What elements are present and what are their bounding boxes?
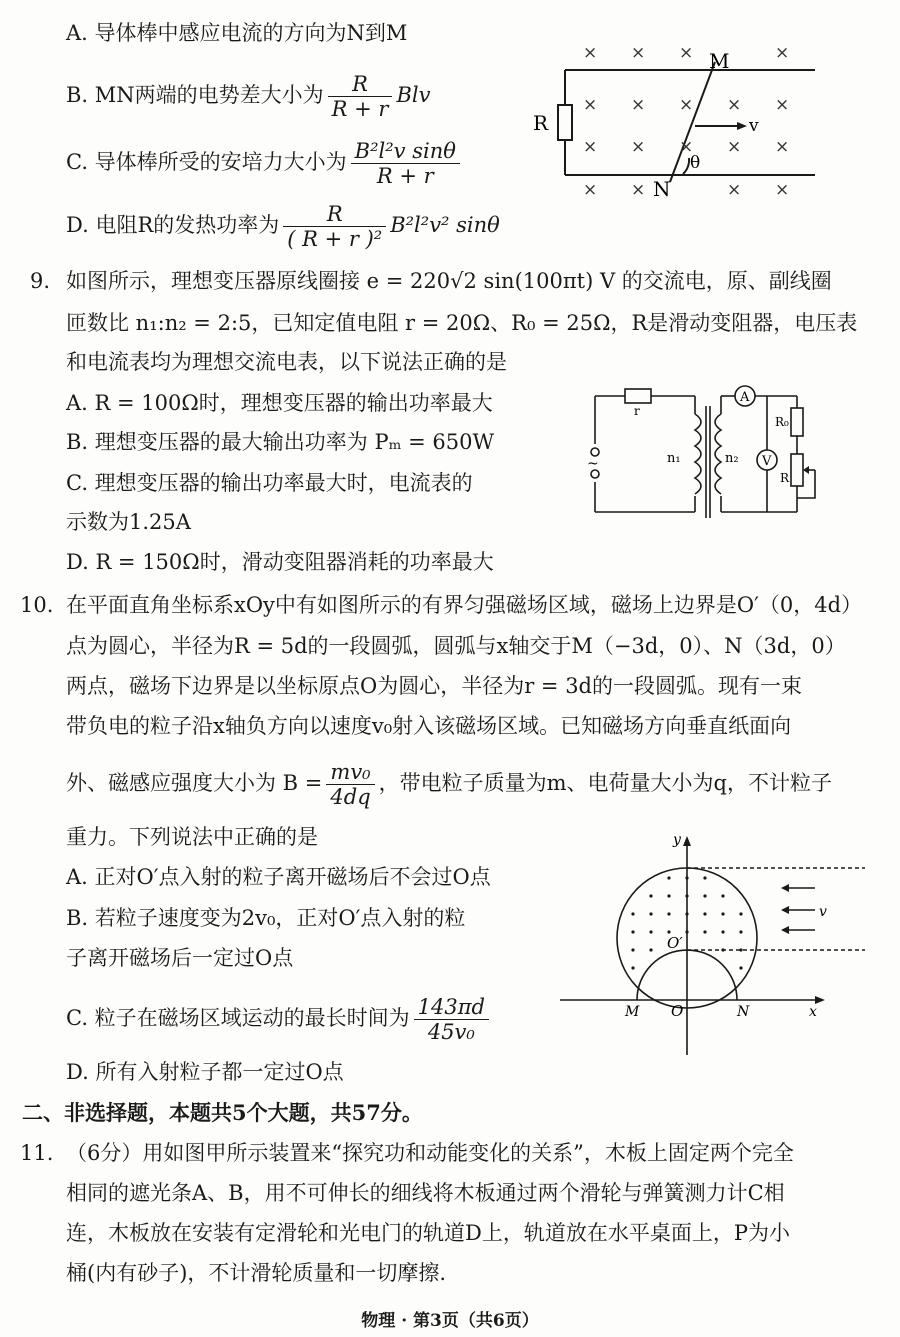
label-n1: n₁ [667, 451, 681, 466]
q8-option-d [66, 202, 500, 251]
label-theta: θ [690, 153, 701, 173]
q10-option-c-fraction [414, 995, 489, 1044]
field-dot [739, 930, 742, 933]
fraction-denominator: R + r [376, 164, 434, 188]
field-dot [685, 912, 688, 915]
field-cross-mark: × [727, 137, 742, 157]
resistor-r-box [625, 389, 651, 403]
q9-stem-line-3: 和电流表均为理想交流电表，以下说法正确的是 [66, 350, 507, 374]
field-cross-mark: × [583, 95, 598, 115]
q11-stem-line-3: 连，木板放在安装有定滑轮和光电门的轨道D上，轨道放在水平桌面上，P为小 [66, 1221, 790, 1245]
q9-option-c-line-1: C. 理想变压器的输出功率最大时，电流表的 [66, 471, 473, 495]
field-dot [649, 948, 652, 951]
label-r-small: r [634, 404, 640, 418]
field-dot [667, 912, 670, 915]
field-dot [631, 930, 634, 933]
q10-b-formula-label: 外、磁感应强度大小为 B = [66, 771, 323, 795]
field-dot [703, 912, 706, 915]
resistor-r0-box [791, 408, 803, 436]
label-x: x [809, 1004, 817, 1020]
q9-option-b: B. 理想变压器的最大输出功率为 Pₘ = 650W [66, 430, 495, 454]
q11-stem-line-1: （6分）用如图甲所示装置来“探究功和动能变化的关系”，木板上固定两个完全 [66, 1141, 794, 1165]
q9-option-c-line-2: 示数为1.25A [66, 510, 191, 534]
q8-option-a: A. 导体棒中感应电流的方向为N到M [66, 21, 408, 45]
q9-option-a: A. R = 100Ω时，理想变压器的输出功率最大 [66, 391, 493, 415]
page-footer: 物理 · 第3页（共6页） [361, 1311, 539, 1331]
field-dot [721, 894, 724, 897]
field-cross-mark: × [631, 43, 646, 63]
field-dot [721, 912, 724, 915]
field-dot [739, 966, 742, 969]
fraction-numerator: B²l²v sinθ [351, 139, 460, 164]
fraction-numerator: R [328, 72, 393, 97]
q10-option-d: D. 所有入射粒子都一定过O点 [66, 1060, 344, 1084]
label-r: R [533, 111, 549, 135]
q9-stem-line-1: 如图所示，理想变压器原线圈接 e = 220√2 sin(100πt) V 的交流电，原、副线圈 [66, 269, 832, 293]
field-cross-mark: × [775, 137, 790, 157]
label-n2: n₂ [725, 451, 739, 466]
field-cross-mark: × [775, 95, 790, 115]
q8-option-d-fraction [283, 202, 386, 251]
label-m: M [709, 49, 730, 73]
label-o-prime: O′ [667, 934, 683, 952]
q8-rail-figure [525, 40, 825, 205]
label-ammeter: A [740, 390, 750, 405]
q8-option-b [66, 72, 430, 121]
label-v: v [819, 904, 827, 920]
field-dot [649, 930, 652, 933]
field-cross-mark: × [583, 43, 598, 63]
q11-stem-line-4: 桶(内有砂子)，不计滑轮质量和一切摩擦. [66, 1261, 447, 1285]
label-origin: O [671, 1002, 684, 1020]
label-n: N [653, 177, 671, 201]
label-voltmeter: V [762, 454, 772, 469]
q10-option-c-text: C. 粒子在磁场区域运动的最长时间为 [66, 1006, 410, 1030]
field-cross-mark: × [727, 180, 742, 200]
q10-stem-line-5-suffix: ，带电粒子质量为m、电荷量大小为q，不计粒子 [378, 771, 832, 795]
field-cross-mark: × [727, 95, 742, 115]
field-dot [721, 948, 724, 951]
q11-stem-line-2: 相同的遮光条A、B，用不可伸长的细线将木板通过两个滑轮与弹簧测力计C相 [66, 1181, 785, 1205]
field-dot [631, 948, 634, 951]
q9-number: 9. [30, 269, 51, 293]
q10-stem-line-3: 两点，磁场下边界是以坐标原点O为圆心，半径为r = 3d的一段圆弧。现有一束 [66, 674, 803, 698]
fraction-denominator: 4dq [330, 785, 371, 809]
field-dot [667, 894, 670, 897]
label-n: N [737, 1004, 750, 1020]
label-rheostat: R [780, 471, 790, 485]
secondary-coil [715, 414, 721, 494]
field-dot [703, 876, 706, 879]
q9-option-d: D. R = 150Ω时，滑动变阻器消耗的功率最大 [66, 550, 494, 574]
field-cross-mark: × [583, 137, 598, 157]
field-dot [703, 894, 706, 897]
field-dot [649, 912, 652, 915]
field-dot [739, 912, 742, 915]
q10-b-fraction [326, 760, 374, 809]
field-cross-mark: × [679, 43, 694, 63]
fraction-numerator: 143πd [414, 995, 489, 1020]
field-dot [721, 930, 724, 933]
field-cross-mark: × [775, 43, 790, 63]
ac-symbol: ~ [587, 456, 599, 472]
q10-stem-line-1: 在平面直角坐标系xOy中有如图所示的有界匀强磁场区域，磁场上边界是O′（0，4d） [66, 593, 863, 617]
q11-number: 11. [20, 1141, 54, 1165]
primary-coil [695, 414, 701, 494]
q8-option-b-fraction [328, 72, 393, 121]
field-dot [649, 894, 652, 897]
field-cross-mark: × [679, 95, 694, 115]
q9-transformer-circuit [585, 378, 830, 528]
label-v: v [749, 116, 759, 136]
field-dot [685, 876, 688, 879]
q10-stem-line-6: 重力。下列说法中正确的是 [66, 825, 318, 849]
field-cross-mark: × [631, 180, 646, 200]
label-m: M [625, 1004, 640, 1020]
section-2-heading: 二、非选择题，本题共5个大题，共57分。 [22, 1100, 423, 1125]
q8-option-d-suffix: B²l²v² sinθ [390, 213, 500, 237]
fraction-denominator: ( R + r )² [287, 227, 383, 251]
fraction-denominator: 45v₀ [427, 1020, 475, 1044]
q8-option-c [66, 139, 464, 188]
q8-option-d-text: D. 电阻R的发热功率为 [66, 213, 280, 237]
q8-option-c-fraction [351, 139, 460, 188]
field-dot [685, 894, 688, 897]
field-dot [703, 930, 706, 933]
q8-option-b-text: B. MN两端的电势差大小为 [66, 83, 324, 107]
q10-option-a: A. 正对O′点入射的粒子离开磁场后不会过O点 [66, 865, 491, 889]
field-cross-mark: × [679, 137, 694, 157]
fraction-numerator: R [283, 202, 386, 227]
field-dot [685, 930, 688, 933]
q8-option-b-suffix: Blv [396, 83, 431, 107]
field-cross-mark: × [631, 137, 646, 157]
field-dot [631, 912, 634, 915]
ac-source-terminal-top [591, 448, 599, 456]
q10-stem-line-5 [66, 760, 832, 809]
q10-option-b-line-1: B. 若粒子速度变为2v₀，正对O′点入射的粒 [66, 906, 466, 930]
q10-option-b-line-2: 子离开磁场后一定过O点 [66, 946, 294, 970]
q10-stem-line-4: 带负电的粒子沿x轴负方向以速度v₀射入该磁场区域。已知磁场方向垂直纸面向 [66, 714, 792, 738]
fraction-denominator: R + r [331, 97, 389, 121]
q8-option-c-text: C. 导体棒所受的安培力大小为 [66, 150, 347, 174]
label-r0: R₀ [775, 415, 789, 429]
q10-stem-line-2: 点为圆心，半径为R = 5d的一段圆弧，圆弧与x轴交于M（−3d，0）、N（3d，0） [66, 634, 846, 658]
field-cross-mark: × [583, 180, 598, 200]
field-cross-mark: × [631, 95, 646, 115]
q9-stem-line-2: 匝数比 n₁:n₂ = 2:5，已知定值电阻 r = 20Ω、R₀ = 25Ω，R是滑动变阻器，电压表 [66, 311, 858, 335]
rheostat-r-box [791, 454, 803, 486]
field-cross-mark: × [775, 180, 790, 200]
resistor-r-symbol [558, 105, 572, 140]
field-dot [667, 876, 670, 879]
q10-option-c [66, 995, 493, 1044]
field-dot [739, 948, 742, 951]
q10-magnetic-field-figure [555, 830, 875, 1060]
label-y: y [673, 832, 681, 848]
fraction-numerator: mv₀ [326, 760, 374, 785]
field-dot [631, 966, 634, 969]
q10-number: 10. [20, 593, 54, 617]
